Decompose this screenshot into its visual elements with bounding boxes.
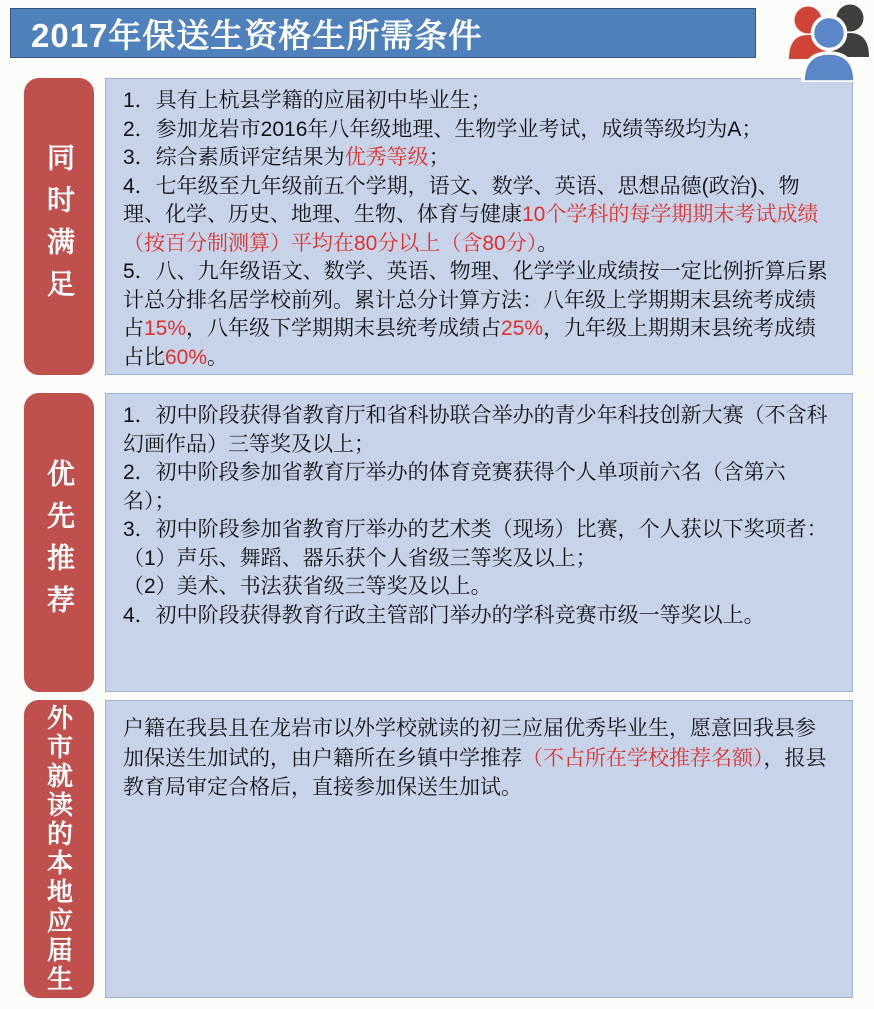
text-paragraph [123,116,836,145]
text-paragraph [123,516,836,545]
body-text: 户籍在我县且在龙岩市以外学校就读的初三应届优秀毕业生，愿意回我县参加保送生加试的，由户籍所在乡镇中学推荐 [123,717,816,770]
section-content-out-of-city [105,700,853,998]
body-text: （2）美术、书法获省级三等奖及以上。 [123,575,492,598]
text-paragraph [123,545,836,574]
body-text: 5．八、九年级语文、数学、英语、物理、化学学业成绩按一定比例折算后累计总分排名居学校前列。累计总分计算方法：八年级上学期期末县统考成绩占 [123,260,828,340]
page-title-bar [10,8,756,58]
body-text: （1）声乐、舞蹈、器乐获个人省级三等奖及以上； [123,546,597,570]
body-text: 1．初中阶段获得省教育厅和省科协联合举办的青少年科技创新大赛（不含科幻画作品）三等奖及以上； [123,404,828,456]
body-text: 4．七年级至九年级前五个学期，语文、数学、英语、思想品德(政治)、物理、化学、历史、地理、生物、体育与健康 [123,174,800,226]
highlighted-text: 15% [144,317,187,340]
text-paragraph [123,573,836,602]
section-out-of-city-students [24,700,853,998]
section-content-requirements [105,78,853,375]
body-text: ； [428,146,450,169]
text-paragraph [123,258,836,372]
highlighted-text: 25% [501,317,544,340]
body-text: 3．综合素质评定结果为 [123,146,345,169]
body-text: 2．初中阶段参加省教育厅举办的体育竞赛获得个人单项前六名（含第六名）； [123,461,786,513]
text-paragraph [123,402,836,459]
highlighted-text: 10个学科的每学期期末考试成绩（按百分制测算）平均在80分以上（含80分） [123,203,819,255]
section-simultaneous-requirements [24,78,853,375]
section-label-youxian-tuijian: 优先推荐 [24,393,94,692]
body-text: ，报县教育局审定合格后，直接参加保送生加试。 [123,746,827,799]
text-paragraph [123,173,836,259]
highlighted-text: 优秀等级 [344,146,429,169]
people-group-icon [784,0,874,82]
text-paragraph [123,459,836,516]
highlighted-text: （不占所在学校推荐名额） [522,746,764,770]
section-label-tongshi-manzu: 同时满足 [24,78,94,375]
body-text: 。 [207,345,229,369]
body-text: ，九年级上期期末县统考成绩占比 [123,317,817,369]
section-priority-recommendation [24,393,853,692]
body-text: 2．参加龙岩市2016年八年级地理、生物学业考试，成绩等级均为A； [123,117,763,141]
section-label-waishi-jiudu: 外市就读的本地应届生 [24,700,94,998]
text-paragraph [123,714,836,803]
highlighted-text: 60% [165,345,208,369]
body-text: 4．初中阶段获得教育行政主管部门举办的学科竞赛市级一等奖以上。 [123,603,765,627]
section-content-priority [105,393,853,692]
body-text: ，八年级下学期期末县统考成绩占 [186,317,502,340]
text-paragraph [123,602,836,631]
text-paragraph [123,144,836,173]
body-text: 1．具有上杭县学籍的应届初中毕业生； [123,89,492,112]
page-title: 2017年保送生资格生所需条件 [31,16,483,54]
text-paragraph [123,87,836,116]
body-text: 。 [537,231,559,255]
body-text: 3．初中阶段参加省教育厅举办的艺术类（现场）比赛，个人获以下奖项者： [123,518,828,541]
